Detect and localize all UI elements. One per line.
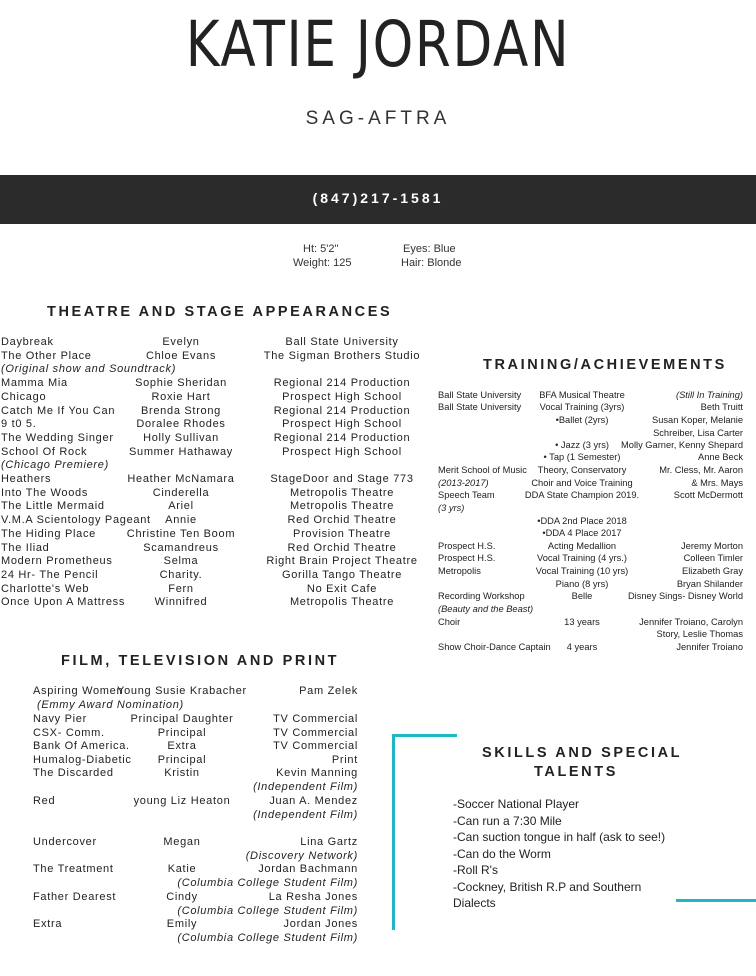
theatre-show: Modern Prometheus: [1, 555, 113, 568]
film-credit: (Columbia College Student Film): [177, 932, 358, 944]
training-course: BFA Musical Theatre: [539, 390, 625, 400]
skill-item: -Roll R's: [453, 863, 498, 877]
training-instructor: Disney Sings- Disney World: [627, 591, 743, 601]
training-institution: Merit School of Music: [438, 465, 527, 475]
training-instructor: Jeremy Morton: [681, 541, 743, 551]
theatre-venue: Gorilla Tango Theatre: [281, 568, 403, 581]
film-role: Kristin: [164, 767, 200, 779]
film-credit: Lina Gartz: [300, 836, 358, 848]
film-title: Extra: [33, 918, 63, 930]
theatre-venue: StageDoor and Stage 773: [270, 473, 414, 485]
theatre-show: Heathers: [1, 473, 52, 485]
film-role: Katie: [167, 863, 197, 875]
film-credit: Juan A. Mendez: [269, 795, 358, 807]
film-title: Navy Pier: [33, 713, 87, 725]
film-role: Principal: [157, 754, 207, 766]
training-instructor: Molly Garner, Kenny Shepard: [621, 440, 743, 450]
theatre-show: Mamma Mia: [1, 377, 68, 390]
film-title: The Treatment: [33, 863, 114, 875]
training-institution: Show Choir-Dance Captain: [438, 642, 551, 652]
theatre-show: The Hiding Place: [1, 527, 96, 540]
training-course: 13 years: [564, 617, 600, 627]
film-title: Red: [33, 795, 56, 807]
theatre-role: Christine Ten Boom: [126, 527, 236, 540]
theatre-show: 9 t0 5.: [1, 418, 37, 431]
theatre-role: Brenda Strong: [140, 404, 222, 417]
training-course: Theory, Conservatory: [537, 465, 627, 475]
training-instructor: Elizabeth Gray: [682, 566, 743, 576]
theatre-venue: Regional 214 Production: [273, 431, 411, 444]
theatre-show: The Wedding Singer: [1, 431, 114, 444]
film-title: Humalog-Diabetic: [33, 754, 132, 766]
film-title: Father Dearest: [33, 891, 117, 903]
training-course: Choir and Voice Training: [531, 478, 633, 488]
theatre-venue: Metropolis Theatre: [289, 596, 395, 609]
theatre-venue: Provision Theatre: [293, 527, 391, 540]
accent-line-left: [392, 734, 395, 930]
film-credit: Jordan Bachmann: [258, 863, 358, 875]
film-role: Principal Daughter: [130, 713, 234, 725]
theatre-role: Roxie Hart: [151, 390, 211, 403]
training-institution: Ball State University: [438, 390, 522, 400]
training-course: • Jazz (3 yrs): [555, 440, 609, 450]
theatre-role: Sophie Sheridan: [135, 377, 227, 390]
theatre-role: Heather McNamara: [127, 473, 235, 485]
phone-number: (847)217-1581: [312, 190, 444, 206]
film-role: young Liz Heaton: [133, 795, 231, 807]
training-instructor: Story, Leslie Thomas: [656, 629, 743, 639]
film-role: Young Susie Krabacher: [117, 685, 247, 697]
film-credit: Print: [331, 754, 358, 766]
theatre-venue: Prospect High School: [282, 390, 402, 403]
theatre-show: 24 Hr- The Pencil: [1, 568, 99, 581]
theatre-show: The Little Mermaid: [1, 500, 105, 513]
skill-item: -Soccer National Player: [453, 797, 580, 811]
theatre-venue: The Sigman Brothers Studio: [263, 349, 421, 362]
theatre-venue: Prospect High School: [282, 418, 402, 431]
film-role: Emily: [166, 918, 198, 930]
film-credit: (Independent Film): [253, 781, 358, 793]
skills-heading-2: TALENTS: [534, 764, 618, 780]
training-course: Vocal Training (3yrs): [539, 402, 625, 412]
film-credit: Kevin Manning: [276, 767, 358, 779]
training-course: Belle: [571, 591, 593, 601]
training-heading: TRAINING/ACHIEVEMENTS: [483, 357, 727, 373]
theatre-venue: Regional 214 Production: [273, 377, 411, 390]
theatre-heading: THEATRE AND STAGE APPEARANCES: [47, 304, 393, 320]
training-institution: Ball State University: [438, 402, 522, 412]
theatre-show: (Chicago Premiere): [1, 459, 109, 472]
training-institution: (2013-2017): [438, 478, 489, 488]
theatre-venue: Metropolis Theatre: [289, 500, 395, 513]
training-institution: Speech Team: [438, 490, 495, 500]
training-course: •DDA 2nd Place 2018: [537, 516, 627, 526]
union-affiliation: SAG-AFTRA: [305, 108, 451, 129]
theatre-show: The Iliad: [1, 541, 50, 554]
training-instructor: Mr. Cless, Mr. Aaron: [659, 465, 743, 475]
training-institution: Prospect H.S.: [438, 541, 496, 551]
theatre-venue: Red Orchid Theatre: [287, 514, 397, 527]
theatre-show: (Original show and Soundtrack): [1, 363, 177, 376]
film-credit: TV Commercial: [273, 713, 358, 725]
training-institution: Recording Workshop: [438, 591, 525, 601]
film-title: Undercover: [33, 836, 97, 848]
training-institution: Metropolis: [438, 566, 481, 576]
skill-item: Dialects: [453, 896, 496, 910]
theatre-show: Chicago: [1, 390, 47, 403]
film-role: Megan: [163, 836, 201, 848]
film-heading: FILM, TELEVISION AND PRINT: [61, 653, 340, 669]
theatre-venue: Ball State University: [285, 336, 399, 348]
theatre-role: Annie: [165, 514, 197, 527]
theatre-role: Evelyn: [162, 336, 200, 348]
training-institution: Prospect H.S.: [438, 553, 496, 563]
theatre-show: Catch Me If You Can: [1, 404, 116, 417]
training-course: • Tap (1 Semester): [543, 452, 621, 462]
film-title: CSX- Comm.: [33, 727, 105, 739]
theatre-show: Into The Woods: [1, 486, 89, 499]
training-course: Acting Medallion: [547, 541, 617, 551]
training-course: DDA State Champion 2019.: [524, 490, 640, 500]
training-instructor: Bryan Shilander: [676, 579, 743, 589]
film-title: (Emmy Award Nomination): [37, 699, 184, 711]
theatre-venue: No Exit Cafe: [306, 582, 378, 595]
training-instructor: Jennifer Troiano, Carolyn: [639, 617, 743, 627]
theatre-role: Ariel: [168, 500, 194, 513]
skill-item: -Can suction tongue in half (ask to see!): [453, 830, 666, 844]
training-instructor: Anne Beck: [698, 452, 743, 462]
accent-line-bottom: [676, 899, 756, 902]
stat-weight: Weight: 125: [293, 257, 352, 269]
theatre-role: Holly Sullivan: [143, 431, 219, 444]
accent-line-top: [392, 734, 457, 737]
film-role: Extra: [167, 740, 197, 752]
theatre-venue: Right Brain Project Theatre: [266, 555, 418, 568]
theatre-show: Daybreak: [1, 336, 54, 348]
training-instructor: Susan Koper, Melanie: [652, 415, 743, 425]
theatre-role: Cinderella: [152, 486, 210, 499]
training-institution: (Beauty and the Beast): [438, 604, 534, 614]
stat-eyes: Eyes: Blue: [403, 243, 456, 255]
theatre-venue: Prospect High School: [282, 445, 402, 458]
theatre-role: Selma: [163, 555, 199, 568]
film-credit: (Columbia College Student Film): [177, 905, 358, 917]
training-instructor: (Still In Training): [676, 390, 743, 400]
film-credit: TV Commercial: [273, 727, 358, 739]
resume-name: KATIE JORDAN: [185, 8, 571, 81]
skill-item: -Can run a 7:30 Mile: [453, 813, 562, 828]
film-title: Bank Of America.: [33, 740, 130, 752]
theatre-role: Fern: [168, 582, 194, 595]
film-credit: TV Commercial: [273, 740, 358, 752]
stat-height: Ht: 5'2": [303, 243, 339, 255]
film-credit: La Resha Jones: [268, 891, 358, 903]
training-instructor: Jennifer Troiano: [676, 642, 743, 652]
film-credit: (Discovery Network): [245, 850, 358, 862]
stat-hair: Hair: Blonde: [401, 257, 462, 269]
training-instructor: Scott McDermott: [673, 490, 743, 500]
training-instructor: Schreiber, Lisa Carter: [653, 428, 743, 438]
training-course: •Ballet (2yrs): [555, 415, 609, 425]
training-institution: Choir: [438, 617, 461, 627]
theatre-role: Charity.: [159, 568, 203, 581]
film-role: Cindy: [166, 891, 198, 903]
film-credit: Jordan Jones: [283, 918, 358, 930]
film-title: The Discarded: [33, 767, 114, 779]
theatre-show: School Of Rock: [1, 445, 88, 458]
training-course: Vocal Training (10 yrs): [535, 566, 629, 576]
training-instructor: Beth Truitt: [700, 402, 743, 412]
theatre-show: Once Upon A Mattress: [1, 596, 126, 609]
training-course: Piano (8 yrs): [555, 579, 609, 589]
skills-heading: SKILLS AND SPECIAL: [482, 745, 683, 761]
theatre-show: The Other Place: [1, 349, 92, 362]
training-instructor: & Mrs. Mays: [691, 478, 743, 488]
theatre-venue: Metropolis Theatre: [289, 486, 395, 499]
training-course: 4 years: [566, 642, 598, 652]
theatre-show: Charlotte's Web: [1, 582, 90, 595]
theatre-role: Doralee Rhodes: [136, 418, 226, 431]
skill-item: -Can do the Worm: [453, 846, 551, 861]
film-role: Principal: [157, 727, 207, 739]
film-credit: Pam Zelek: [299, 685, 358, 697]
theatre-show: V.M.A Scientology Pageant: [1, 514, 151, 527]
training-institution: (3 yrs): [438, 503, 465, 513]
theatre-venue: Red Orchid Theatre: [287, 541, 397, 554]
film-credit: (Independent Film): [253, 809, 358, 821]
theatre-role: Scamandreus: [143, 541, 219, 554]
training-course: Vocal Training (4 yrs.): [537, 553, 627, 563]
film-credit: (Columbia College Student Film): [177, 877, 358, 889]
theatre-role: Summer Hathaway: [128, 445, 234, 458]
film-title: Aspiring Women: [33, 685, 124, 697]
skill-item: -Cockney, British R.P and Southern: [453, 879, 642, 894]
theatre-role: Chloe Evans: [145, 349, 217, 362]
theatre-venue: Regional 214 Production: [273, 404, 411, 417]
theatre-role: Winnifred: [154, 596, 208, 609]
training-course: •DDA 4 Place 2017: [542, 528, 622, 538]
training-instructor: Colleen Timler: [683, 553, 743, 563]
